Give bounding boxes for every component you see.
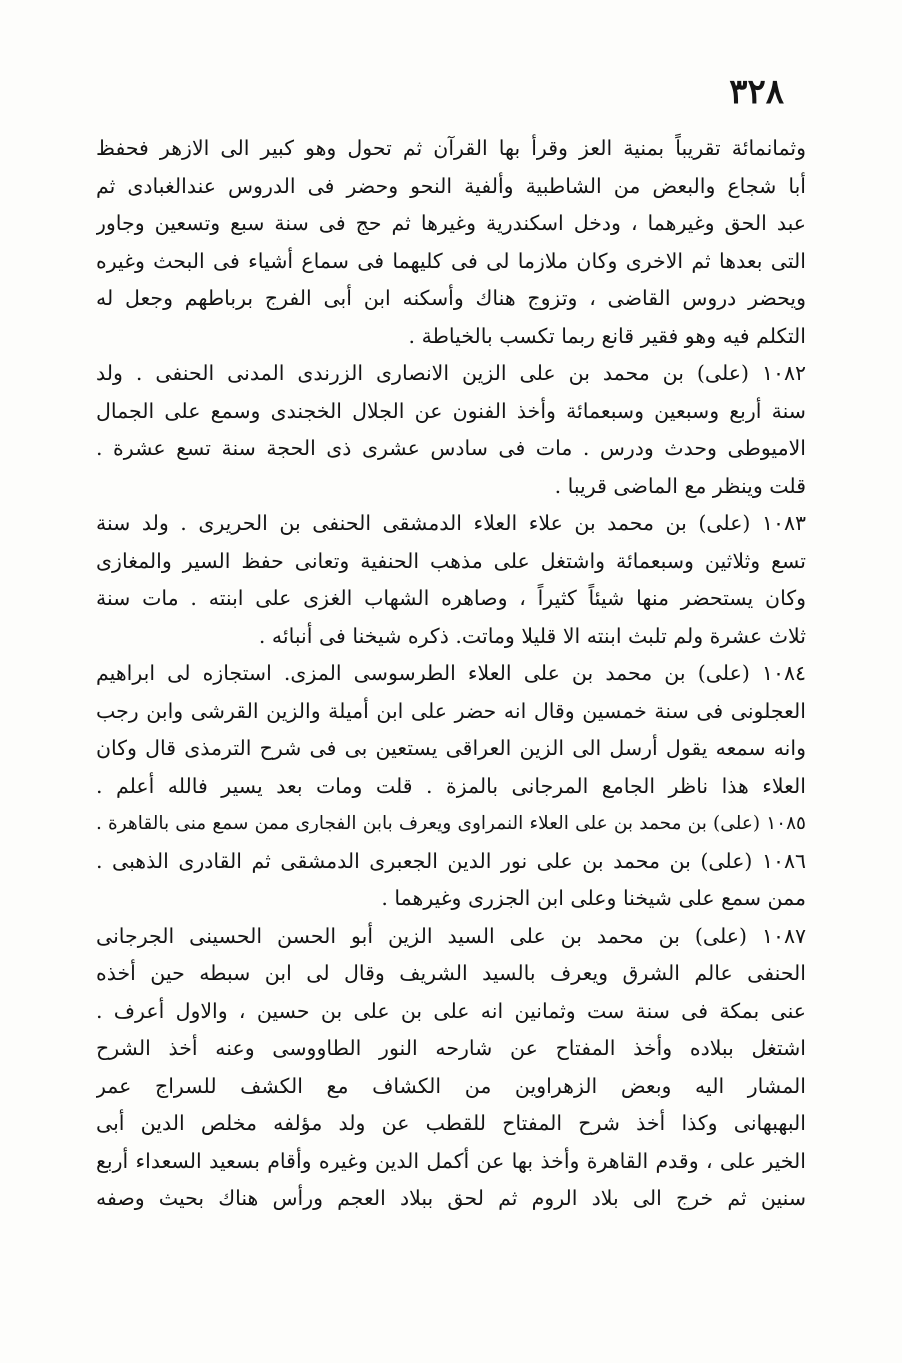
entry-1084-line: ١٠٨٤ (على) بن محمد بن على العلاء الطرسوسى المزى. استجازه لى ابراهيم bbox=[96, 661, 806, 685]
text-line: الحنفى عالم الشرق ويعرف بالسيد الشريف وقال لى ابن سبطه حين أخذه bbox=[96, 961, 806, 985]
text-line: اشتغل ببلاده وأخذ المفتاح عن شارحه النور الطاووسى وعنه أخذ الشرح bbox=[96, 1036, 806, 1060]
text-line: التى بعدها ثم الاخرى وكان ملازما لى فى كليهما فى سماع أشياء فى البحث وغيره bbox=[96, 248, 806, 273]
text-line: البهبهانى وكذا أخذ شرح المفتاح للقطب عن ولد مؤلفه مخلص الدين أبى bbox=[96, 1111, 806, 1135]
text-line: الخير على ، وقدم القاهرة وأخذ بها عن أكمل الدين وغيره وأقام بسعيد السعداء أربع bbox=[96, 1148, 806, 1173]
text-line: التكلم فيه وهو فقير قانع ربما تكسب بالخياطة . bbox=[408, 323, 806, 348]
text-line: المشار اليه وبعض الزهراوين من الكشاف مع الكشف للسراج عمر bbox=[96, 1073, 806, 1098]
entry-1082-line: ١٠٨٢ (على) بن محمد بن على الزين الانصارى الزرندى المدنى الحنفى . ولد bbox=[96, 361, 806, 385]
text-line: قلت وينظر مع الماضى قريبا . bbox=[554, 473, 806, 498]
entry-1087-line: ١٠٨٧ (على) بن محمد بن على السيد الزين أبو الحسن الحسينى الجرجانى bbox=[96, 923, 806, 948]
text-line: وانه سمعه يقول أرسل الى الزين العراقى يستعين بى فى شرح الترمذى قال وكان bbox=[96, 736, 806, 760]
text-line: تسع وثلاثين وسبعمائة واشتغل على مذهب الحنفية وتعانى حفظ السير والمغازى bbox=[96, 548, 806, 573]
page-number: ٣٢٨ bbox=[729, 72, 784, 112]
text-line: عبد الحق وغيرهما ، ودخل اسكندرية وغيرها ثم حج فى سنة سبع وتسعين وجاور bbox=[96, 211, 806, 235]
entry-1085-line: ١٠٨٥ (على) بن محمد بن على العلاء النمراوى ويعرف بابن الفجارى ممن سمع منى بالقاهرة . bbox=[96, 813, 806, 834]
body-text bbox=[96, 130, 806, 1218]
text-line: أبا شجاع والبعض من الشاطبية وألفية النحو وحضر فى الدروس عندالغبادى ثم bbox=[96, 173, 806, 198]
text-line: سنة أربع وسبعين وسبعمائة وأخذ الفنون عن الجلال الخجندى وسمع على الجمال bbox=[96, 398, 806, 423]
text-line: ثلاث عشرة ولم تلبث ابنته الا قليلا وماتت. ذكره شيخنا فى أنبائه . bbox=[258, 623, 806, 648]
text-line: العجلونى فى سنة خمسين وقال انه حضر على ابن أميلة والزين القرشى وابن رجب bbox=[96, 698, 806, 723]
text-line: الاميوطى وحدث ودرس . مات فى سادس عشرى ذى الحجة سنة تسع عشرة . bbox=[96, 436, 806, 460]
text-line: ويحضر دروس القاضى ، وتزوج هناك وأسكنه ابن أبى الفرج برباطهم وجعل له bbox=[96, 286, 806, 310]
text-line: العلاء هذا ناظر الجامع المرجانى بالمزة . قلت ومات بعد يسير فالله أعلم . bbox=[96, 773, 806, 798]
text-line: وثمانمائة تقريباً بمنية العز وقرأ بها القرآن ثم تحول وهو كبير الى الازهر فحفظ bbox=[96, 136, 806, 160]
text-line: عنى بمكة فى سنة ست وثمانين انه على بن على بن حسين ، والاول أعرف . bbox=[96, 998, 806, 1023]
entry-1083-line: ١٠٨٣ (على) بن محمد بن علاء العلاء الدمشقى الحنفى بن الحريرى . ولد سنة bbox=[96, 511, 806, 535]
text-line: ممن سمع على شيخنا وعلى ابن الجزرى وغيرهما . bbox=[381, 886, 806, 910]
entry-1086-line: ١٠٨٦ (على) بن محمد بن على نور الدين الجعبرى الدمشقى ثم القادرى الذهبى . bbox=[96, 848, 806, 873]
text-line: وكان يستحضر منها شيئاً كثيراً ، وصاهره الشهاب الغزى على ابنته . مات سنة bbox=[96, 586, 806, 610]
text-line: سنين ثم خرج الى بلاد الروم ثم لحق ببلاد العجم ورأس هناك بحيث وصفه bbox=[96, 1186, 806, 1210]
